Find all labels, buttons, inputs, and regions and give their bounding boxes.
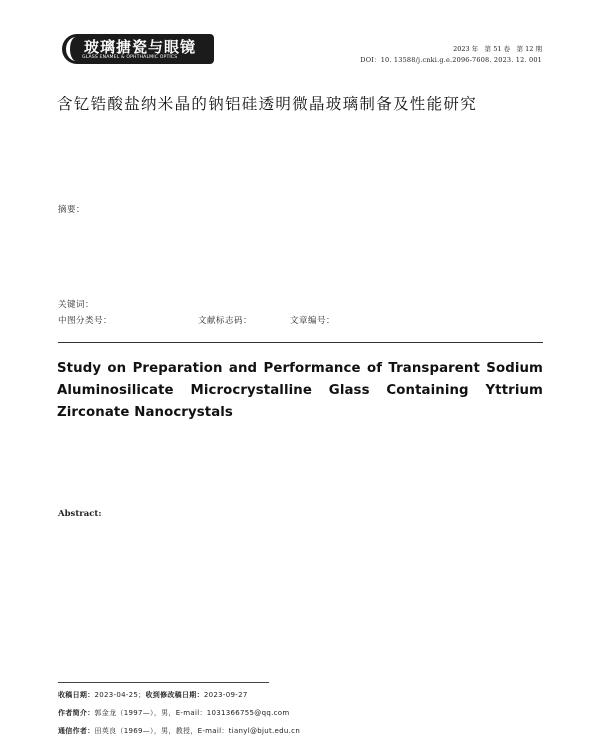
journal-logo	[62, 34, 222, 66]
abstract-label-en: Abstract:	[58, 509, 102, 519]
footnote-author	[58, 708, 289, 718]
keywords-label: 关键词：	[58, 300, 95, 310]
article-number-label: 文章编号：	[290, 316, 336, 326]
revised-label: 收到修改稿日期：	[145, 691, 204, 699]
author-info: 郭金龙（1997—），男，E-mail：1031366755@qq.com	[94, 709, 290, 717]
journal-name-cn: 玻璃搪瓷与眼镜	[84, 38, 197, 56]
issue-line: 2023 年 第 51 卷 第 12 期	[453, 45, 542, 53]
corresponding-info: 田英良（1969—），男，教授，E-mail：tianyl@bjut.edu.cn	[94, 727, 301, 735]
author-label: 作者简介：	[58, 709, 95, 717]
doi-line: DOI：10. 13588/j.cnki.g.e.2096-7608. 2023. 12. 001	[360, 56, 542, 64]
journal-name-en: GLASS ENAMEL & OPHTHALMIC OPTICS	[82, 55, 178, 60]
footnote-corresponding	[58, 726, 300, 736]
doc-code-label: 文献标志码：	[198, 316, 253, 326]
footnote-dates	[58, 690, 248, 700]
received-label: 收稿日期：	[58, 691, 95, 699]
section-divider	[58, 342, 543, 343]
received-date: 2023-04-25；	[94, 691, 146, 699]
article-title-cn: 含钇锆酸盐纳米晶的钠铝硅透明微晶玻璃制备及性能研究	[57, 95, 478, 113]
clc-label: 中图分类号：	[58, 316, 113, 326]
article-title-en: Study on Preparation and Performance of Transparent Sodium Aluminosilicate Microcrystalline Glass Containing Yttrium Zirconate Nanocrystals	[57, 361, 543, 420]
footnote-divider	[58, 682, 269, 683]
revised-date: 2023-09-27	[203, 691, 248, 699]
abstract-label-cn: 摘要：	[58, 205, 86, 215]
corresponding-label: 通信作者：	[58, 727, 95, 735]
